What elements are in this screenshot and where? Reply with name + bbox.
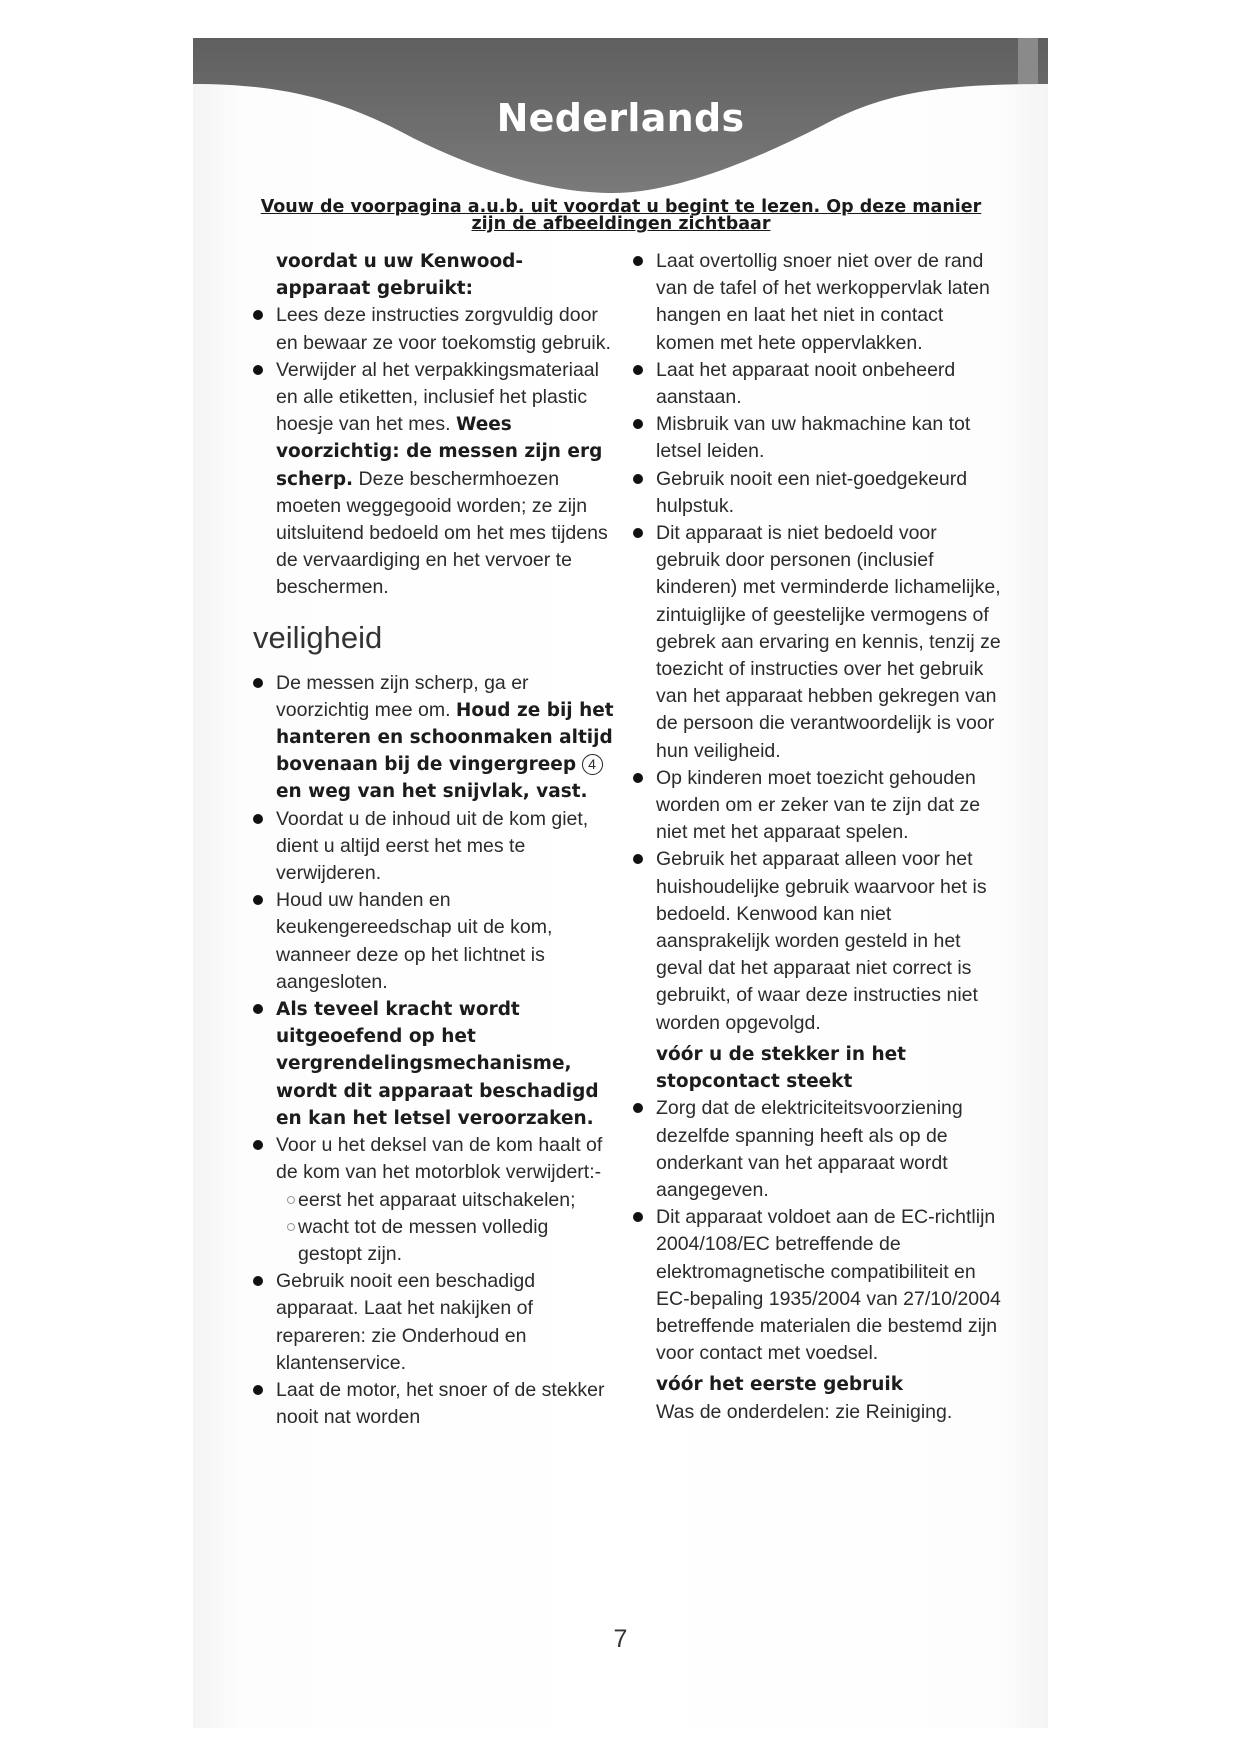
list-item: Dit apparaat voldoet aan de EC-richtlijn 2004/108/EC betreffende de elektromagnetische compatibiliteit en EC-bepaling 1935/2004 van 27/10/2004 betreffende materialen die bestemd zijn voor contact met voedsel.: [656, 1204, 1001, 1367]
list-item: Lees deze instructies zorgvuldig door en bewaar ze voor toekomstig gebruik.: [276, 302, 616, 356]
list-item: De messen zijn scherp, ga er voorzichtig mee om. Houd ze bij het hanteren en schoonmaken altijd bovenaan bij de vingergreep 4 en weg van het snijvlak, vast.: [276, 670, 616, 806]
sub-list-item: eerst het apparaat uitschakelen;: [276, 1187, 616, 1214]
list-item: Voor u het deksel van de kom haalt of de kom van het motorblok verwijdert:-: [276, 1132, 616, 1186]
page-number: 7: [613, 1625, 628, 1653]
list-item: Laat de motor, het snoer of de stekker nooit nat worden: [276, 1377, 616, 1431]
list-item: Verwijder al het verpakkingsmateriaal en alle etiketten, inclusief het plastic hoesje van het mes. Wees voorzichtig: de messen zijn erg scherp. Deze beschermhoezen moeten weggegooid worden; ze zijn uitsluitend bedoeld om het mes tijdens de vervaardiging en het vervoer te beschermen.: [276, 357, 616, 602]
list-item: Zorg dat de elektriciteitsvoorziening dezelfde spanning heeft als op de onderkant van het apparaat wordt aangegeven.: [656, 1095, 1001, 1204]
section-title: veiligheid: [253, 619, 383, 655]
plug-heading: vóór u de stekker in het stopcontact steekt: [656, 1043, 907, 1093]
list-item: Gebruik nooit een beschadigd apparaat. Laat het nakijken of repareren: zie Onderhoud en klantenservice.: [276, 1268, 616, 1377]
right-column: [656, 248, 1001, 1426]
notice-line-2: zijn de afbeeldingen zichtbaar: [471, 214, 771, 234]
first-use-heading: vóór het eerste gebruik: [656, 1374, 904, 1396]
page-title: Nederlands: [496, 96, 745, 140]
fold-out-notice: [256, 199, 986, 233]
part-reference: 4: [582, 754, 603, 775]
left-column: [253, 248, 616, 1431]
list-item: Als teveel kracht wordt uitgeoefend op het vergrendelingsmechanisme, wordt dit apparaat beschadigd en kan het letsel veroorzaken.: [276, 996, 616, 1132]
list-item: Houd uw handen en keukengereedschap uit de kom, wanneer deze op het lichtnet is aangesloten.: [276, 887, 616, 996]
sub-list-item: wacht tot de messen volledig gestopt zijn.: [276, 1214, 616, 1268]
list-item: Op kinderen moet toezicht gehouden worden om er zeker van te zijn dat ze niet met het apparaat spelen.: [656, 765, 1001, 847]
language-banner: [193, 38, 1048, 203]
list-item: Laat het apparaat nooit onbeheerd aanstaan.: [656, 357, 1001, 411]
first-use-text: Was de onderdelen: zie Reiniging.: [656, 1400, 953, 1423]
notice-line-1: Vouw de voorpagina a.u.b. uit voordat u begint te lezen. Op deze manier: [260, 197, 982, 217]
list-item: Laat overtollig snoer niet over de rand van de tafel of het werkoppervlak laten hangen en laat het niet in contact komen met hete oppervlakken.: [656, 248, 1001, 357]
list-item: Dit apparaat is niet bedoeld voor gebruik door personen (inclusief kinderen) met verminderde lichamelijke, zintuiglijke of geestelijke vermogens of gebrek aan ervaring en kennis, tenzij ze toezicht of instructies over het gebruik van het apparaat hebben gekregen van de persoon die verantwoordelijk is voor hun veiligheid.: [656, 520, 1001, 765]
list-item: Gebruik nooit een niet-goedgekeurd hulpstuk.: [656, 466, 1001, 520]
list-item: Misbruik van uw hakmachine kan tot letsel leiden.: [656, 411, 1001, 465]
list-item: Voordat u de inhoud uit de kom giet, dient u altijd eerst het mes te verwijderen.: [276, 806, 616, 888]
list-item: Gebruik het apparaat alleen voor het huishoudelijke gebruik waarvoor het is bedoeld. Kenwood kan niet aansprakelijk worden gesteld in het geval dat het apparaat niet correct is gebruikt, of waar deze instructies niet worden opgevolgd.: [656, 846, 1001, 1036]
intro-heading: voordat u uw Kenwood-apparaat gebruikt:: [276, 251, 524, 300]
